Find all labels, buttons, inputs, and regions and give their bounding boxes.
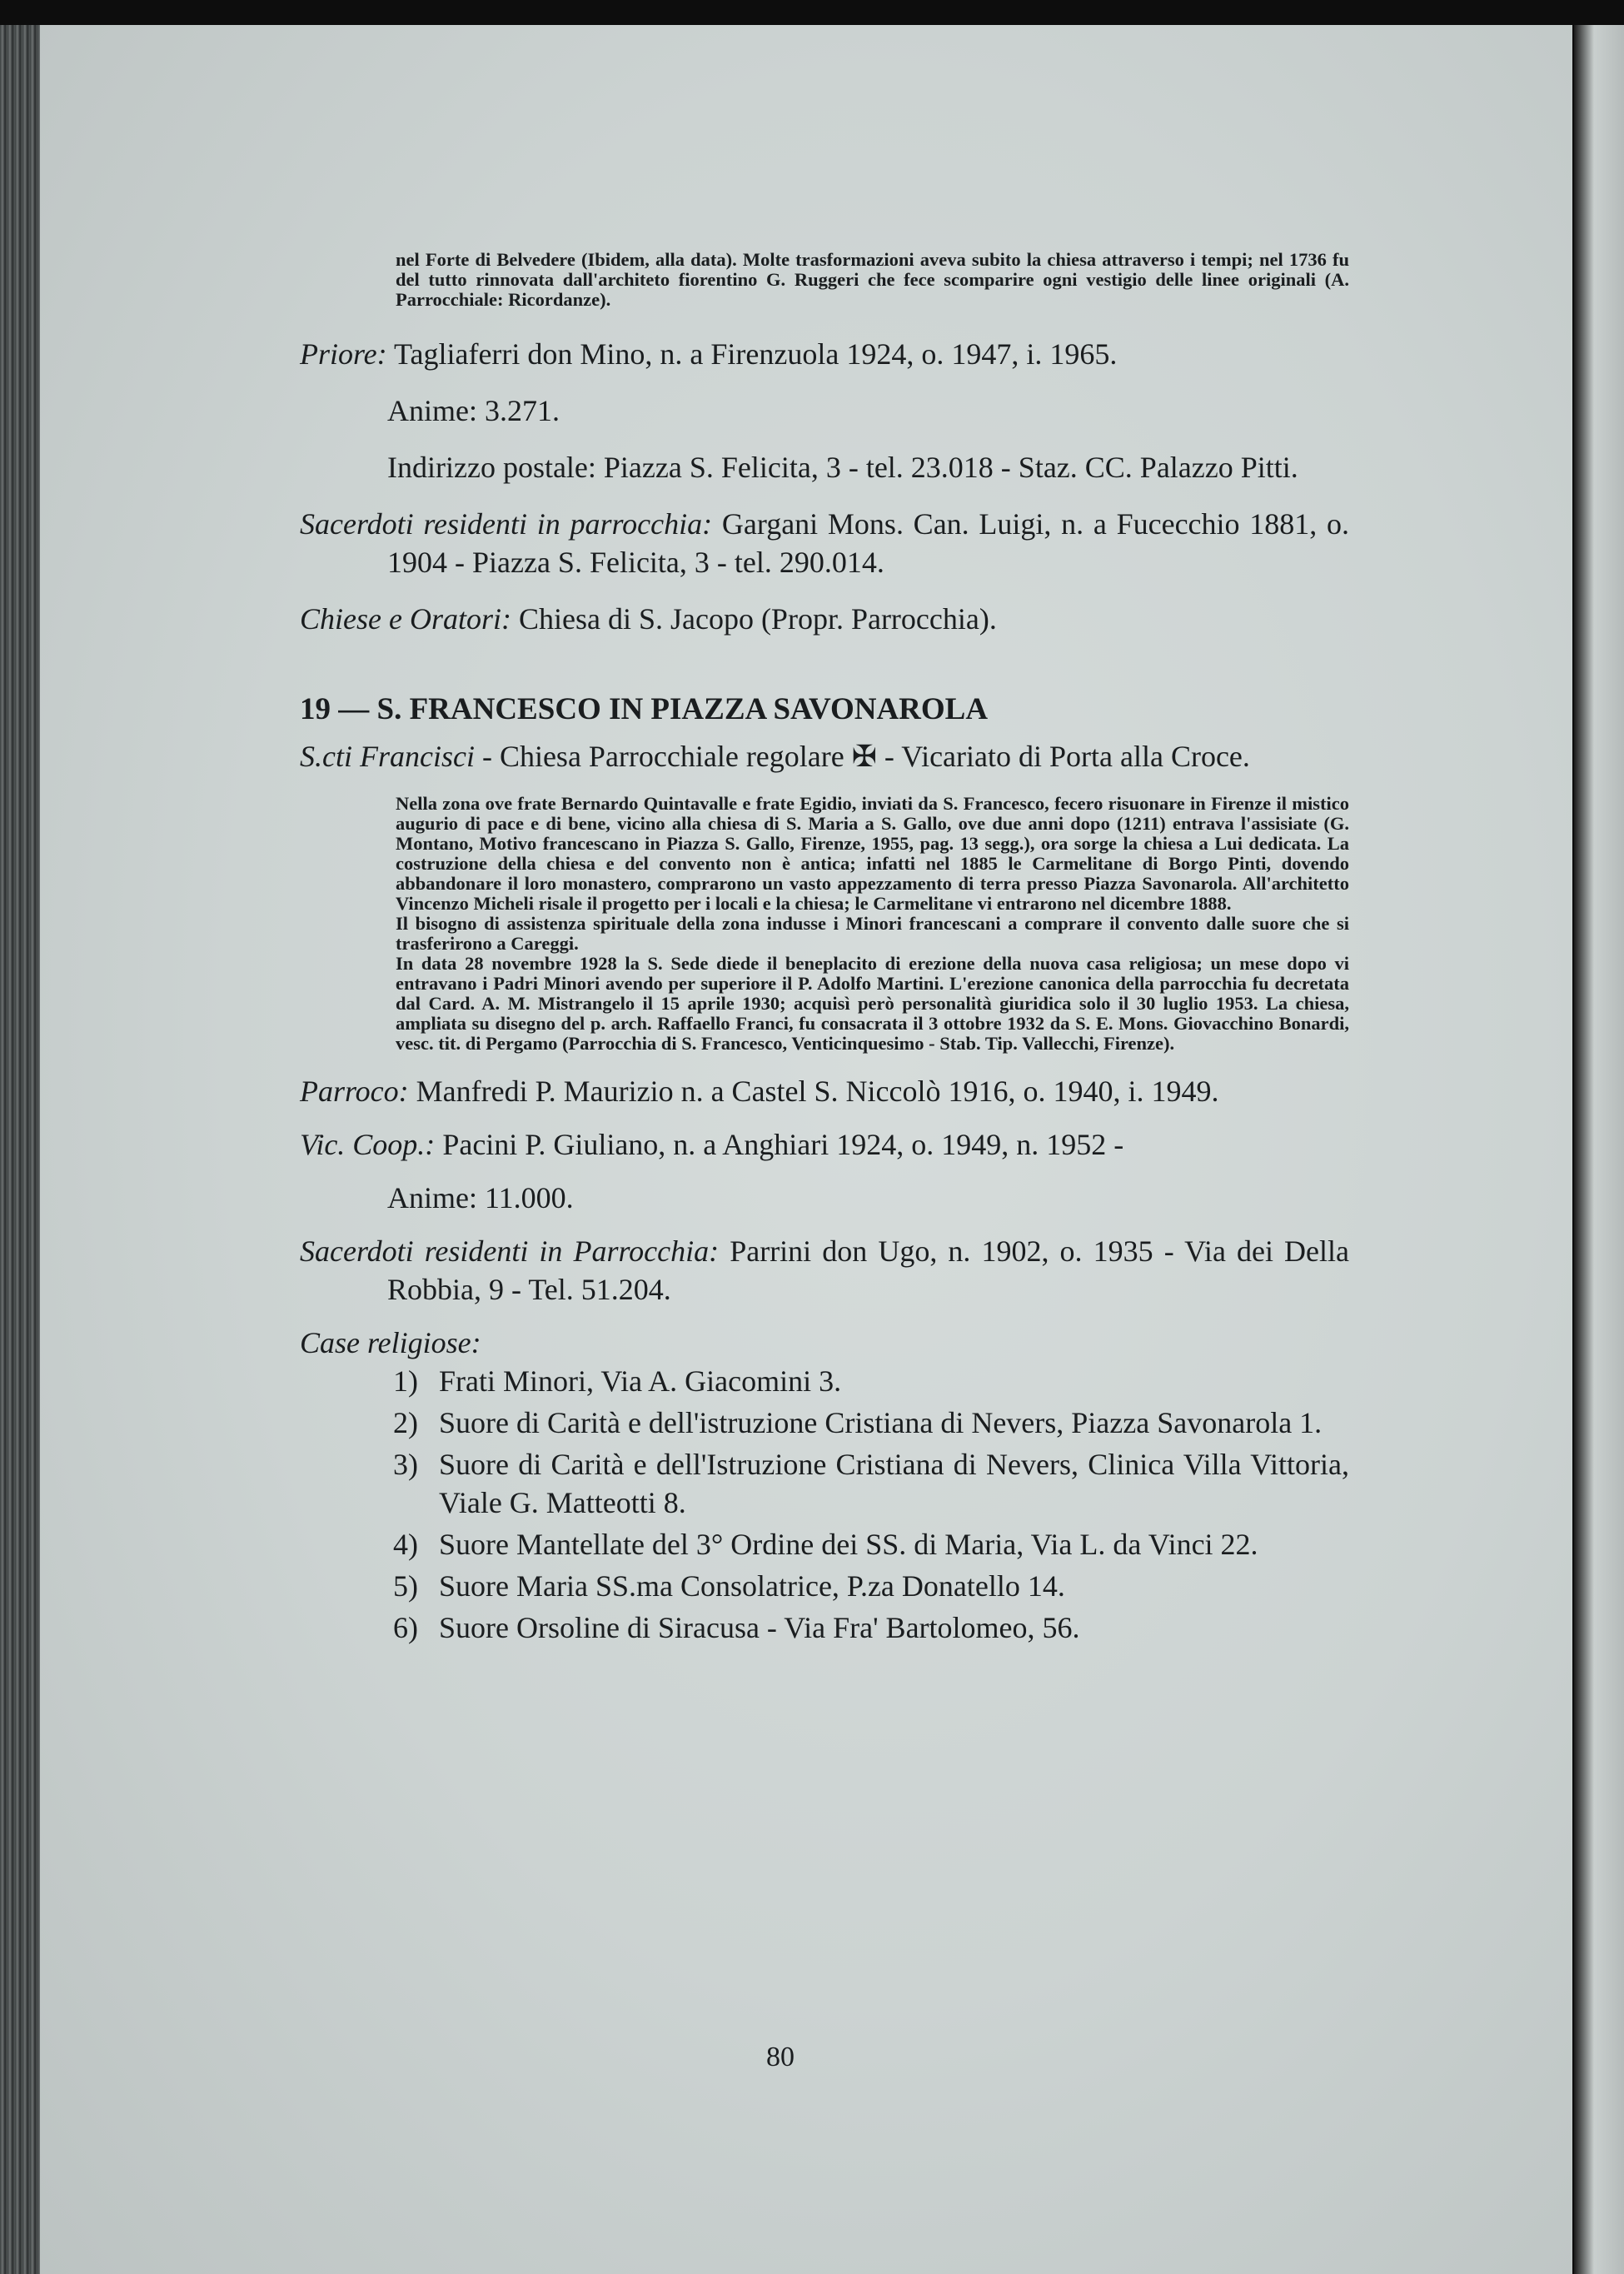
vic-coop-label: Vic. Coop.: — [300, 1128, 436, 1161]
history-note-p1: Nella zona ove frate Bernardo Quintavalle e frate Egidio, inviati da S. Francesco, fecero risuonare in Firenze il mistico augurio di pace e di bene, vicino alla chiesa di S. Maria a S. Gallo, ove due anni dopo (1211) entrava l'assisiate (G. Montano, Motivo francescano in Piazza S. Gallo, Firenze, 1955, pag. 13 segg.), ora sorge la chiesa a Lui dedicata. La costruzione della chiesa e del convento non è antica; infatti nel 1885 le Carmelitane di Borgo Pinti, dovendo abbandonare il loro monastero, comprarono un vasto appezzamento di terra presso Piazza Savonarola. All'architetto Vincenzo Micheli risale il progetto per i locali e la chiesa; le Carmelitane vi entrarono nel dicembre 1888. — [396, 793, 1349, 914]
vic-coop-text: Pacini P. Giuliano, n. a Anghiari 1924, o. 1949, n. 1952 - — [442, 1128, 1124, 1161]
indirizzo-postale: Indirizzo postale: Piazza S. Felicita, 3 - tel. 23.018 - Staz. CC. Palazzo Pitti. — [387, 451, 1298, 484]
list-item — [393, 1404, 1349, 1442]
history-note-p2: Il bisogno di assistenza spirituale della zona indusse i Minori francescani a comprare il convento dalle suore che si trasferirono a Careggi. — [396, 913, 1349, 954]
list-item-number: 4) — [393, 1528, 418, 1561]
sacerdoti-19-label: Sacerdoti residenti in Parrocchia: — [300, 1234, 720, 1268]
priore-label: Priore: — [300, 337, 387, 371]
parroco-entry — [300, 1072, 1349, 1110]
sacerdoti-19-entry — [300, 1232, 1349, 1309]
anime-19: Anime: 11.000. — [387, 1181, 574, 1214]
sacerdoti-19-text: Parrini don Ugo, n. 1902, o. 1935 - Via dei Della Robbia, 9 - Tel. 51.204. — [387, 1234, 1350, 1306]
sacerdoti-18-entry — [300, 505, 1349, 581]
priore-text: Tagliaferri don Mino, n. a Firenzuola 1924, o. 1947, i. 1965. — [394, 337, 1118, 371]
list-item — [393, 1525, 1349, 1563]
list-item-number: 6) — [393, 1611, 418, 1644]
anime-18: Anime: 3.271. — [387, 394, 560, 427]
chiese-oratori-entry — [300, 600, 1349, 638]
subtitle-19-label: S.cti Francisci — [300, 740, 475, 773]
parroco-text: Manfredi P. Maurizio n. a Castel S. Niccolò 1916, o. 1940, i. 1949. — [416, 1075, 1219, 1108]
page-number: 80 — [766, 2042, 795, 2072]
list-item-text: Suore Orsoline di Siracusa - Via Fra' Bartolomeo, 56. — [439, 1611, 1080, 1644]
page-content — [300, 250, 1349, 1647]
list-item-number: 1) — [393, 1364, 418, 1398]
sacerdoti-18-text: Gargani Mons. Can. Luigi, n. a Fucecchio 1881, o. 1904 - Piazza S. Felicita, 3 - tel. 290.014. — [387, 507, 1350, 579]
subtitle-19-entry — [300, 737, 1349, 775]
subtitle-19-text: - Chiesa Parrocchiale regolare ✠ - Vicariato di Porta alla Croce. — [481, 740, 1250, 773]
section-heading-19: 19 — S. FRANCESCO IN PIAZZA SAVONAROLA — [300, 692, 989, 726]
list-item-text: Suore Mantellate del 3° Ordine dei SS. di Maria, Via L. da Vinci 22. — [439, 1528, 1258, 1561]
list-item-text: Suore di Carità e dell'istruzione Cristiana di Nevers, Piazza Savonarola 1. — [439, 1406, 1323, 1439]
case-religiose-heading — [300, 1324, 1349, 1362]
list-item-number: 5) — [393, 1569, 418, 1603]
priore-entry — [300, 335, 1349, 373]
chiese-oratori-label: Chiese e Oratori: — [300, 602, 511, 636]
case-religiose-label: Case religiose: — [300, 1326, 481, 1359]
history-note-19 — [396, 794, 1349, 1054]
list-item — [393, 1608, 1349, 1647]
list-item-text: Suore di Carità e dell'Istruzione Cristiana di Nevers, Clinica Villa Vittoria, Viale G. Matteotti 8. — [439, 1448, 1349, 1519]
chiese-oratori-text: Chiesa di S. Jacopo (Propr. Parrocchia). — [518, 602, 997, 636]
sacerdoti-18-label: Sacerdoti residenti in parrocchia: — [300, 507, 713, 541]
list-item-number: 3) — [393, 1448, 418, 1481]
list-item — [393, 1362, 1349, 1400]
book-gutter-right — [1574, 25, 1624, 2274]
list-item — [393, 1567, 1349, 1605]
intro-footnote-text: nel Forte di Belvedere (Ibidem, alla data). Molte trasformazioni aveva subito la chiesa attraverso i tempi; nel 1736 fu del tutto rinnovata dall'architeto fiorentino G. Ruggeri che fece scomparire ogni vestigio delle linee originali (A. Parrocchiale: Ricordanze). — [396, 249, 1349, 310]
parroco-label: Parroco: — [300, 1075, 409, 1108]
vic-coop-entry — [300, 1125, 1349, 1164]
history-note-p3: In data 28 novembre 1928 la S. Sede diede il beneplacito di erezione della nuova casa religiosa; un mese dopo vi entravano i Padri Minori avendo per superiore il P. Adolfo Martini. L'erezione canonica della parrocchia fu decretata dal Card. A. M. Mistrangelo il 15 aprile 1930; acquisì però personalità giuridica solo il 30 luglio 1953. La chiesa, ampliata su disegno del p. arch. Raffaello Franci, fu consacrata il 3 ottobre 1932 da S. E. Mons. Giovacchino Bonardi, vesc. tit. di Pergamo (Parrocchia di S. Francesco, Venticinquesimo - Stab. Tip. Vallecchi, Firenze). — [396, 953, 1349, 1054]
list-item-text: Frati Minori, Via A. Giacomini 3. — [439, 1364, 842, 1398]
case-religiose-list — [300, 1362, 1349, 1647]
intro-footnote — [396, 250, 1349, 310]
list-item-number: 2) — [393, 1406, 418, 1439]
list-item — [393, 1445, 1349, 1522]
list-item-text: Suore Maria SS.ma Consolatrice, P.za Donatello 14. — [439, 1569, 1065, 1603]
